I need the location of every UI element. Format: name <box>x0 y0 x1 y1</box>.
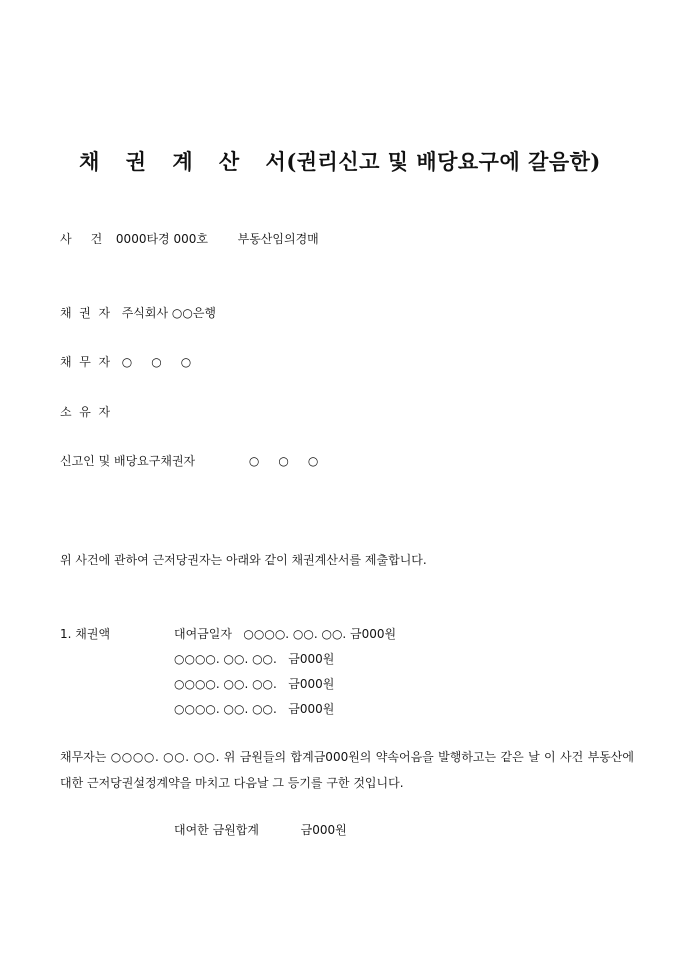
owner-line <box>60 404 110 420</box>
case-number: 0000타경 000호 <box>115 232 208 246</box>
case-line <box>60 231 319 247</box>
claim-label: 1. 채권액 <box>60 627 111 641</box>
claim-row-text: ○○○○. ○○. ○○. 금000원 <box>174 702 335 716</box>
claimant-line <box>60 453 318 469</box>
claim-row <box>174 676 334 692</box>
claim-first-row <box>174 626 396 642</box>
debtor-label: 채 무 자 <box>60 355 111 369</box>
claim-row <box>174 651 334 667</box>
creditor-line <box>60 305 216 321</box>
title-main: 채 권 계 산 서 <box>79 149 287 174</box>
total-label: 대여한 금원합계 <box>174 823 259 837</box>
debtor-line <box>60 354 191 370</box>
debtor-value: ○ ○ ○ <box>121 355 192 369</box>
claim-row <box>174 701 334 717</box>
intro-line: 위 사건에 관하여 근저당권자는 아래와 같이 채권계산서를 제출합니다. <box>60 553 427 567</box>
claimant-label: 신고인 및 배당요구채권자 <box>60 454 196 468</box>
case-label: 사 건 <box>60 232 103 246</box>
claim-row-text: ○○○○. ○○. ○○. 금000원 <box>174 677 335 691</box>
statement-paragraph: 채무자는 ○○○○. ○○. ○○. 위 금원들의 합계금000원의 약속어음을 발행하고는 같은 날 이 사건 부동산에 대한 근저당권설정계약을 마치고 다음날 그 등기를 구한 것입니다. <box>60 750 634 790</box>
case-type: 부동산임의경매 <box>237 232 319 246</box>
document-title <box>0 146 680 176</box>
title-subtitle: (권리신고 및 배당요구에 갈음한) <box>286 149 601 174</box>
total-value: 금000원 <box>300 823 347 837</box>
creditor-label: 채 권 자 <box>60 306 111 320</box>
total-line <box>174 822 347 838</box>
claim-row-text: ○○○○. ○○. ○○. 금000원 <box>174 652 335 666</box>
creditor-value: 주식회사 ○○은행 <box>121 306 217 320</box>
claim-first-text: 대여금일자 ○○○○. ○○. ○○. 금000원 <box>174 627 397 641</box>
claimant-value: ○ ○ ○ <box>248 454 319 468</box>
owner-label: 소 유 자 <box>60 405 111 419</box>
